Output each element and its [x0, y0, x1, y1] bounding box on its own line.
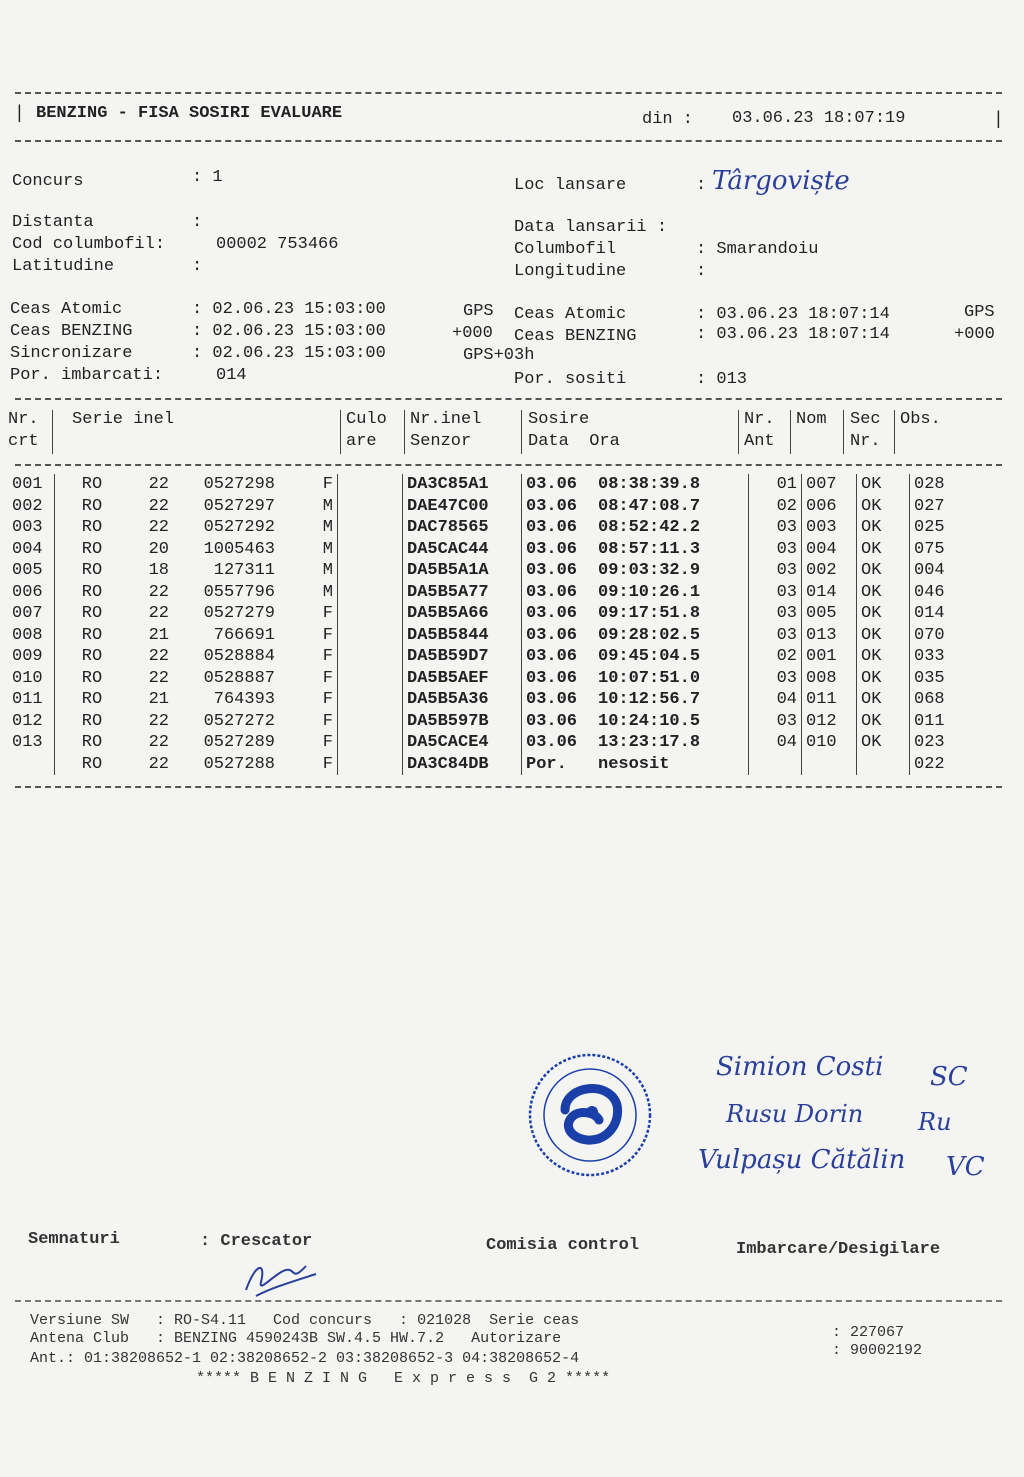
- cell-sex: F: [279, 646, 338, 668]
- cell-nom: 007: [802, 474, 857, 496]
- por-imbarcati-label: Por. imbarcati:: [10, 366, 164, 385]
- ceas-benzing-left-suffix: +000: [452, 324, 493, 343]
- cell-inel: 127311: [213, 561, 275, 580]
- cell-ora: 13:23:17.8: [594, 732, 749, 754]
- table-row: [8, 646, 968, 668]
- cell-c: [338, 668, 403, 690]
- semnaturi-comisia: Comisia control: [486, 1236, 640, 1255]
- cell-tara: RO: [81, 582, 103, 602]
- cell-senzor: DA5B5A36: [403, 689, 522, 711]
- cell-sec: OK: [857, 689, 910, 711]
- cell-nr: 006: [8, 582, 55, 604]
- ceas-benzing-right-label: Ceas BENZING: [514, 327, 637, 346]
- cell-nr: 010: [8, 668, 55, 690]
- cell-nr: 011: [8, 689, 55, 711]
- cell-nr: 007: [8, 603, 55, 625]
- col-sosire-2: Data Ora: [528, 432, 620, 451]
- arrivals-table: [8, 474, 968, 775]
- footer-line-3: Ant.: 01:38208652-1 02:38208652-2 03:38208652-3 04:38208652-4: [30, 1350, 580, 1367]
- col-nr-2: crt: [8, 432, 39, 451]
- hdr-sep: [521, 410, 522, 454]
- cell-inel: 0527297: [203, 496, 275, 516]
- hdr-sep: [894, 410, 895, 454]
- table-row: [8, 517, 968, 539]
- cell-sec: [857, 754, 910, 776]
- cell-senzor: DA5B5844: [403, 625, 522, 647]
- cell-sex: F: [279, 474, 338, 496]
- cell-senzor: DA5B5A77: [403, 582, 522, 604]
- loc-colon: :: [696, 176, 707, 195]
- cell-c: [338, 539, 403, 561]
- cell-senzor: DAE47C00: [403, 496, 522, 518]
- cell-nr: 003: [8, 517, 55, 539]
- cell-c: [338, 754, 403, 776]
- cell-obs: 014: [914, 604, 945, 623]
- cell-inel: 0527289: [203, 733, 275, 752]
- cell-obs: 068: [914, 690, 945, 709]
- cell-c: [338, 474, 403, 496]
- cell-ora: 09:45:04.5: [594, 646, 749, 668]
- cell-ora: 08:47:08.7: [594, 496, 749, 518]
- cell-senzor: DAC78565: [403, 517, 522, 539]
- col-obs: Obs.: [900, 410, 941, 429]
- cell-ora: 09:17:51.8: [594, 603, 749, 625]
- cell-an: 22: [148, 475, 169, 494]
- cell-nom: 006: [802, 496, 857, 518]
- cell-data: 03.06: [526, 561, 578, 580]
- columbofil-label: Columbofil: [514, 240, 617, 259]
- cell-senzor: DA5B5A66: [403, 603, 522, 625]
- cod-value: 00002 753466: [216, 235, 339, 254]
- hdr-sep: [738, 410, 739, 454]
- cell-c: [338, 560, 403, 582]
- cell-sec: OK: [857, 711, 910, 733]
- footer-serie-ceas: : 227067: [832, 1324, 905, 1341]
- cell-ora: 08:57:11.3: [594, 539, 749, 561]
- cell-sec: OK: [857, 603, 910, 625]
- cell-senzor: DA3C85A1: [403, 474, 522, 496]
- cell-nr: 013: [8, 732, 55, 754]
- cell-obs: 011: [914, 711, 945, 731]
- cell-inel: 0527288: [203, 754, 275, 774]
- footer-rule: [15, 1300, 1002, 1302]
- cell-obs: 023: [914, 733, 945, 752]
- table-row: [8, 668, 968, 690]
- table-row: [8, 496, 968, 518]
- cell-senzor: DA3C84DB: [403, 754, 522, 776]
- hdr-sep: [843, 410, 844, 454]
- concurs-label: Concurs: [12, 172, 84, 191]
- cell-nr: [8, 754, 55, 776]
- cell-nr: 005: [8, 560, 55, 582]
- arrivals-body: [8, 474, 968, 775]
- header-left-bar: |: [14, 104, 25, 124]
- cell-sec: OK: [857, 668, 910, 690]
- col-nrinel-2: Senzor: [410, 432, 472, 451]
- cell-ant: 03: [749, 560, 802, 582]
- cell-nom: 005: [802, 603, 857, 625]
- hdr-sep: [790, 410, 791, 454]
- cell-sec: OK: [857, 517, 910, 539]
- cell-sex: F: [279, 711, 338, 733]
- ceas-benzing-left-label: Ceas BENZING: [10, 322, 133, 341]
- cell-nom: 001: [802, 646, 857, 668]
- columbofil-value: : Smarandoiu: [696, 240, 819, 259]
- cell-data: 03.06: [526, 690, 578, 709]
- cell-sex: M: [279, 496, 338, 518]
- cell-an: 22: [148, 647, 169, 666]
- cell-nr: 001: [8, 474, 55, 496]
- footer-line-4: ***** B E N Z I N G E x p r e s s G 2 *****: [196, 1370, 611, 1387]
- cell-sex: M: [279, 539, 338, 561]
- hdr-sep: [404, 410, 405, 454]
- cell-an: 22: [148, 604, 169, 623]
- cell-an: 22: [148, 582, 169, 602]
- cell-inel: 0528887: [203, 668, 275, 688]
- semnaturi-crescator: : Crescator: [200, 1232, 313, 1251]
- cell-c: [338, 689, 403, 711]
- hdr-sep: [52, 410, 53, 454]
- distanta-value: :: [192, 213, 203, 232]
- cell-c: [338, 625, 403, 647]
- cell-an: 22: [148, 668, 169, 688]
- cell-ora: nesosit: [594, 754, 749, 776]
- cell-c: [338, 582, 403, 604]
- footer-line-2: Antena Club : BENZING 4590243B SW.4.5 HW.7.2 Autorizare: [30, 1330, 562, 1347]
- cell-sec: OK: [857, 646, 910, 668]
- cell-an: 18: [148, 561, 169, 580]
- sincronizare-value: : 02.06.23 15:03:00: [192, 344, 386, 363]
- col-sec-2: Nr.: [850, 432, 881, 451]
- col-sec-1: Sec: [850, 410, 881, 429]
- cell-obs: 028: [914, 475, 945, 494]
- cell-data: Por.: [526, 754, 567, 774]
- table-row: [8, 560, 968, 582]
- cell-tara: RO: [81, 496, 103, 516]
- cod-label: Cod columbofil:: [12, 235, 166, 254]
- cell-tara: RO: [81, 690, 103, 709]
- cell-ant: 03: [749, 582, 802, 604]
- cell-ant: 03: [749, 668, 802, 690]
- col-nr-1: Nr.: [8, 410, 39, 429]
- cell-sec: OK: [857, 732, 910, 754]
- header-rule: [15, 464, 1002, 466]
- table-row: [8, 754, 968, 776]
- cell-sec: OK: [857, 582, 910, 604]
- ceas-benzing-left-value: : 02.06.23 15:03:00: [192, 322, 386, 341]
- signature-1: Simion Costi: [716, 1052, 884, 1082]
- cell-sex: M: [279, 582, 338, 604]
- data-lansarii-label: Data lansarii :: [514, 218, 668, 237]
- col-nom: Nom: [796, 410, 827, 429]
- ceas-atomic-right-label: Ceas Atomic: [514, 305, 627, 324]
- cell-ora: 09:28:02.5: [594, 625, 749, 647]
- cell-inel: 0527279: [203, 604, 275, 623]
- cell-obs: 046: [914, 582, 945, 602]
- cell-ora: 09:10:26.1: [594, 582, 749, 604]
- cell-ora: 10:07:51.0: [594, 668, 749, 690]
- cell-data: 03.06: [526, 475, 578, 494]
- cell-an: 22: [148, 518, 169, 537]
- cell-sec: OK: [857, 560, 910, 582]
- table-row: [8, 603, 968, 625]
- cell-ant: 03: [749, 711, 802, 733]
- table-row: [8, 625, 968, 647]
- cell-ant: 01: [749, 474, 802, 496]
- cell-sex: F: [279, 668, 338, 690]
- ceas-atomic-left-label: Ceas Atomic: [10, 300, 123, 319]
- cell-nom: 012: [802, 711, 857, 733]
- cell-ant: 04: [749, 732, 802, 754]
- cell-an: 21: [148, 690, 169, 709]
- col-sosire-1: Sosire: [528, 410, 590, 429]
- cell-ant: 04: [749, 689, 802, 711]
- cell-obs: 033: [914, 647, 945, 666]
- cell-an: 22: [148, 733, 169, 752]
- cell-nom: 014: [802, 582, 857, 604]
- col-culo-2: are: [346, 432, 377, 451]
- cell-sec: OK: [857, 539, 910, 561]
- ceas-benzing-right-suffix: +000: [954, 325, 995, 344]
- table-row: [8, 582, 968, 604]
- cell-nom: 002: [802, 560, 857, 582]
- distanta-label: Distanta: [12, 213, 94, 232]
- report-title: BENZING - FISA SOSIRI EVALUARE: [36, 104, 343, 123]
- col-ant-1: Nr.: [744, 410, 775, 429]
- cell-data: 03.06: [526, 625, 578, 645]
- cell-nom: 011: [802, 689, 857, 711]
- cell-sex: F: [279, 689, 338, 711]
- cell-data: 03.06: [526, 647, 578, 666]
- semnaturi-imbarcare: Imbarcare/Desigilare: [736, 1240, 941, 1259]
- cell-tara: RO: [81, 625, 103, 645]
- col-culo-1: Culo: [346, 410, 387, 429]
- por-imbarcati-value: 014: [216, 366, 247, 385]
- cell-ora: 08:52:42.2: [594, 517, 749, 539]
- ceas-atomic-left-suffix: GPS: [463, 302, 494, 321]
- por-sositi-label: Por. sositi: [514, 370, 627, 389]
- cell-nr: 009: [8, 646, 55, 668]
- semnaturi-label: Semnaturi: [28, 1230, 120, 1249]
- table-row: [8, 689, 968, 711]
- cell-sec: OK: [857, 496, 910, 518]
- footer-autorizare: : 90002192: [832, 1342, 923, 1359]
- table-bottom-rule: [15, 786, 1002, 788]
- cell-nom: 008: [802, 668, 857, 690]
- cell-inel: 764393: [213, 690, 275, 709]
- cell-data: 03.06: [526, 711, 578, 731]
- cell-tara: RO: [81, 518, 103, 537]
- cell-c: [338, 732, 403, 754]
- cell-an: 22: [148, 496, 169, 516]
- cell-tara: RO: [81, 475, 103, 494]
- signature-2: Rusu Dorin: [726, 1100, 864, 1128]
- cell-sex: F: [279, 625, 338, 647]
- cell-an: 21: [148, 625, 169, 645]
- cell-an: 20: [148, 539, 169, 559]
- cell-an: 22: [148, 754, 169, 774]
- cell-ora: 09:03:32.9: [594, 560, 749, 582]
- cell-c: [338, 496, 403, 518]
- cell-nom: 004: [802, 539, 857, 561]
- signature-initials-2: Ru: [918, 1108, 952, 1136]
- cell-nr: 004: [8, 539, 55, 561]
- cell-nom: 010: [802, 732, 857, 754]
- cell-data: 03.06: [526, 604, 578, 623]
- sincronizare-label: Sincronizare: [10, 344, 133, 363]
- loc-label: Loc lansare: [514, 176, 627, 195]
- cell-data: 03.06: [526, 496, 578, 516]
- cell-senzor: DA5B5A1A: [403, 560, 522, 582]
- signature-initials-1: SC: [930, 1062, 968, 1092]
- cell-tara: RO: [81, 539, 103, 559]
- cell-an: 22: [148, 711, 169, 731]
- cell-tara: RO: [81, 561, 103, 580]
- col-nrinel-1: Nr.inel: [410, 410, 482, 429]
- cell-data: 03.06: [526, 518, 578, 537]
- cell-senzor: DA5CAC44: [403, 539, 522, 561]
- table-row: [8, 474, 968, 496]
- longitudine-label: Longitudine: [514, 262, 627, 281]
- cell-c: [338, 517, 403, 539]
- cell-tara: RO: [81, 604, 103, 623]
- cell-tara: RO: [81, 754, 103, 774]
- cell-senzor: DA5CACE4: [403, 732, 522, 754]
- cell-c: [338, 603, 403, 625]
- cell-obs: 004: [914, 561, 945, 580]
- table-row: [8, 732, 968, 754]
- cell-inel: 766691: [213, 625, 275, 645]
- cell-data: 03.06: [526, 539, 578, 559]
- cell-tara: RO: [81, 733, 103, 752]
- cell-senzor: DA5B5AEF: [403, 668, 522, 690]
- report-datetime: 03.06.23 18:07:19: [732, 109, 906, 128]
- header-right-bar: |: [993, 110, 1004, 130]
- signature-3: Vulpașu Cătălin: [698, 1145, 906, 1175]
- cell-data: 03.06: [526, 582, 578, 602]
- cell-ant: 02: [749, 646, 802, 668]
- cell-nr: 002: [8, 496, 55, 518]
- cell-data: 03.06: [526, 733, 578, 752]
- latitudine-label: Latitudine: [12, 257, 115, 276]
- cell-sex: F: [279, 754, 338, 776]
- cell-obs: 022: [914, 754, 945, 774]
- cell-tara: RO: [81, 647, 103, 666]
- cell-nr: 012: [8, 711, 55, 733]
- cell-ora: 10:24:10.5: [594, 711, 749, 733]
- table-row: [8, 539, 968, 561]
- hdr-sep: [340, 410, 341, 454]
- loc-value-handwritten: Târgoviște: [712, 166, 850, 196]
- club-stamp-icon: [525, 1050, 655, 1180]
- longitudine-value: :: [696, 262, 707, 281]
- cell-sec: OK: [857, 625, 910, 647]
- cell-obs: 035: [914, 668, 945, 688]
- cell-obs: 070: [914, 625, 945, 645]
- ceas-atomic-right-suffix: GPS: [964, 303, 995, 322]
- cell-tara: RO: [81, 711, 103, 731]
- cell-ant: 03: [749, 517, 802, 539]
- cell-nom: 003: [802, 517, 857, 539]
- cell-ant: 03: [749, 539, 802, 561]
- cell-sec: OK: [857, 474, 910, 496]
- table-top-rule: [15, 398, 1002, 400]
- cell-senzor: DA5B59D7: [403, 646, 522, 668]
- cell-data: 03.06: [526, 668, 578, 688]
- cell-ora: 08:38:39.8: [594, 474, 749, 496]
- cell-obs: 027: [914, 496, 945, 516]
- cell-ant: 02: [749, 496, 802, 518]
- cell-tara: RO: [81, 668, 103, 688]
- din-label: din :: [642, 110, 694, 129]
- cell-inel: 0528884: [203, 647, 275, 666]
- crescator-signature-icon: [236, 1252, 326, 1302]
- footer-line-1: Versiune SW : RO-S4.11 Cod concurs : 021028 Serie ceas: [30, 1312, 580, 1329]
- latitudine-value: :: [192, 257, 203, 276]
- header-bottom-rule: [15, 140, 1002, 142]
- cell-obs: 025: [914, 518, 945, 537]
- cell-ant: 03: [749, 603, 802, 625]
- cell-sex: F: [279, 732, 338, 754]
- ceas-atomic-left-value: : 02.06.23 15:03:00: [192, 300, 386, 319]
- cell-c: [338, 646, 403, 668]
- cell-nom: 013: [802, 625, 857, 647]
- por-sositi-value: : 013: [696, 370, 748, 389]
- cell-inel: 0557796: [203, 582, 275, 602]
- table-row: [8, 711, 968, 733]
- cell-inel: 0527292: [203, 518, 275, 537]
- cell-nr: 008: [8, 625, 55, 647]
- cell-sex: M: [279, 517, 338, 539]
- cell-ora: 10:12:56.7: [594, 689, 749, 711]
- cell-sex: F: [279, 603, 338, 625]
- cell-c: [338, 711, 403, 733]
- cell-inel: 0527298: [203, 475, 275, 494]
- cell-sex: M: [279, 560, 338, 582]
- col-serie: Serie inel: [72, 410, 175, 429]
- cell-senzor: DA5B597B: [403, 711, 522, 733]
- signature-initials-3: VC: [946, 1152, 985, 1182]
- sincronizare-suffix: GPS+03h: [463, 346, 535, 365]
- concurs-value: : 1: [192, 168, 223, 187]
- top-rule: [15, 92, 1002, 94]
- col-ant-2: Ant: [744, 432, 775, 451]
- ceas-atomic-right-value: : 03.06.23 18:07:14: [696, 305, 890, 324]
- cell-ant: 03: [749, 625, 802, 647]
- cell-inel: 1005463: [203, 539, 275, 559]
- ceas-benzing-right-value: : 03.06.23 18:07:14: [696, 325, 890, 344]
- cell-nom: [802, 754, 857, 776]
- cell-obs: 075: [914, 539, 945, 559]
- cell-inel: 0527272: [203, 711, 275, 731]
- cell-ant: [749, 754, 802, 776]
